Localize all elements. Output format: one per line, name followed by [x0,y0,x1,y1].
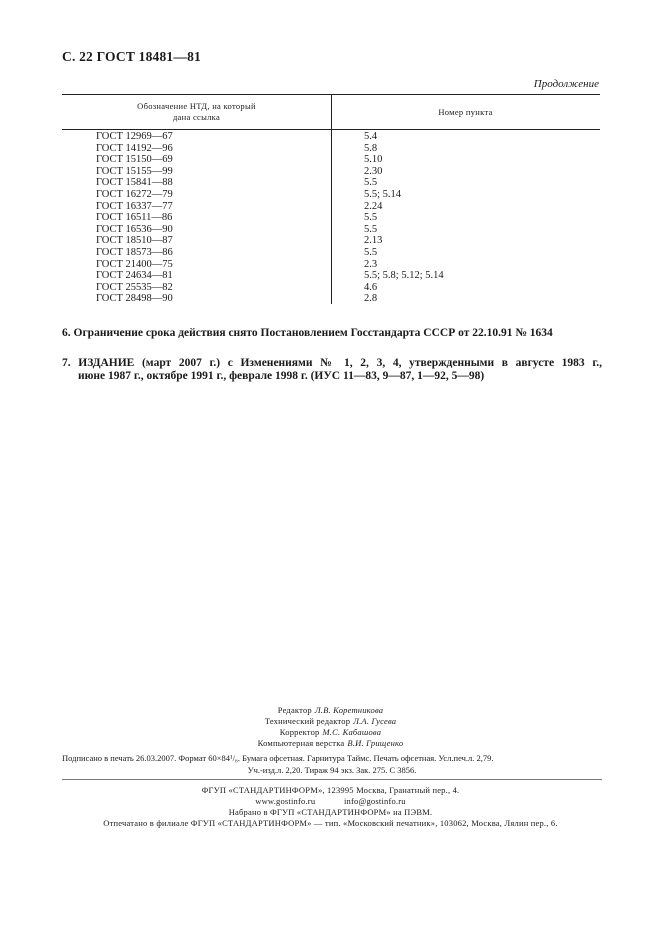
credit-name: Л.В. Коретникова [314,705,384,715]
table-row-doc: ГОСТ 28498—90 [96,293,173,305]
table-row-doc: ГОСТ 16511—86 [96,212,173,224]
publisher-email: info@gostinfo.ru [343,796,406,806]
publisher-block [0,785,661,829]
paragraph-6: 6. Ограничение срока действия снято Постановлением Госстандарта СССР от 22.10.91 № 1634 [62,327,553,339]
paragraph-7 [62,357,602,383]
credit-name: Л.А. Гусева [353,716,397,726]
paragraph-7-line2: июне 1987 г., октябре 1991 г., феврале 1998 г. (ИУС 11—83, 9—87, 1—92, 5—98) [78,370,485,382]
table-row-doc: ГОСТ 15841—88 [96,177,173,189]
table-row-doc: ГОСТ 12969—67 [96,131,173,142]
table-row-doc: ГОСТ 18510—87 [96,235,173,247]
column-header-item: Номер пункта [438,107,493,117]
table-row-item: 5.5; 5.8; 5.12; 5.14 [364,270,444,282]
table-row-doc: ГОСТ 21400—75 [96,258,173,270]
column-header-document-line2: дана ссылка [172,112,221,122]
credit-role: Корректор [279,727,320,737]
table-row-item: 5.5; 5.14 [364,188,402,200]
table-row-item: 5.5 [364,246,378,258]
table-row-item: 5.10 [364,154,383,166]
credit-role: Редактор [277,705,312,715]
table-row-item: 5.5 [364,177,378,189]
credit-role: Технический редактор [264,716,351,726]
credit-name: М.С. Кабашова [322,727,382,737]
column-header-document-line1: Обозначение НТД, на который [137,101,256,111]
table-row-doc: ГОСТ 25535—82 [96,281,173,293]
credit-editor [0,705,661,716]
print-signed-line: Подписано в печать 26.03.2007. Формат 60×84¹/₈. Бумага офсетная. Гарнитура Таймс. Печать офсетная. Усл.печ.л. 2,79. [62,753,494,763]
table-row-item: 5.4 [364,131,378,142]
credit-tech-editor [0,716,661,727]
table-row-doc: ГОСТ 18573—86 [96,246,173,258]
publisher-web: www.gostinfo.ru [255,796,316,806]
credit-corrector [0,727,661,738]
print-data-line: Уч.-изд.л. 2,20. Тираж 94 экз. Зак. 275. С 3856. [247,765,417,775]
credits-block [0,705,661,749]
table-row-doc: ГОСТ 24634—81 [96,270,173,282]
printed-note: Отпечатано в филиале ФГУП «СТАНДАРТИНФОРМ» — тип. «Московский печатник», 103062, Москва, Лялин пер., 6. [103,818,558,828]
table-row-doc: ГОСТ 16272—79 [96,188,173,200]
table-row-item: 2.3 [364,258,378,270]
publisher-contacts [0,796,661,807]
table-row-item: 2.24 [364,200,383,212]
table-row-item: 2.30 [364,165,383,177]
column-header-document [62,101,331,123]
table-row-item: 5.5 [364,212,378,224]
table-row-item: 5.8 [364,142,378,154]
credit-layout [0,738,661,749]
credit-name: В.И. Грищенко [347,738,404,748]
table-row-item: 5.5 [364,223,378,235]
document-column [96,131,173,305]
table-row-doc: ГОСТ 15150—69 [96,154,173,166]
table-row-doc: ГОСТ 14192—96 [96,142,173,154]
table-row-item: 2.8 [364,293,378,305]
table-column-divider [331,94,332,304]
table-row-doc: ГОСТ 16536—90 [96,223,173,235]
publisher-address: ФГУП «СТАНДАРТИНФОРМ», 123995 Москва, Гранатный пер., 4. [201,785,460,795]
imprint-rule [62,779,602,780]
page-title: С. 22 ГОСТ 18481—81 [62,49,201,64]
table-row-doc: ГОСТ 16337—77 [96,200,173,212]
credit-role: Компьютерная верстка [257,738,345,748]
continuation-label: Продолжение [533,78,599,90]
table-row-doc: ГОСТ 15155—99 [96,165,173,177]
item-column [364,131,444,305]
table-row-item: 4.6 [364,281,378,293]
table-row-item: 2.13 [364,235,383,247]
paragraph-7-line1: 7. ИЗДАНИЕ (март 2007 г.) с Изменениями № 1, 2, 3, 4, утвержденными в августе 1983 г., [62,357,602,369]
typeset-note: Набрано в ФГУП «СТАНДАРТИНФОРМ» на ПЭВМ. [228,807,433,817]
